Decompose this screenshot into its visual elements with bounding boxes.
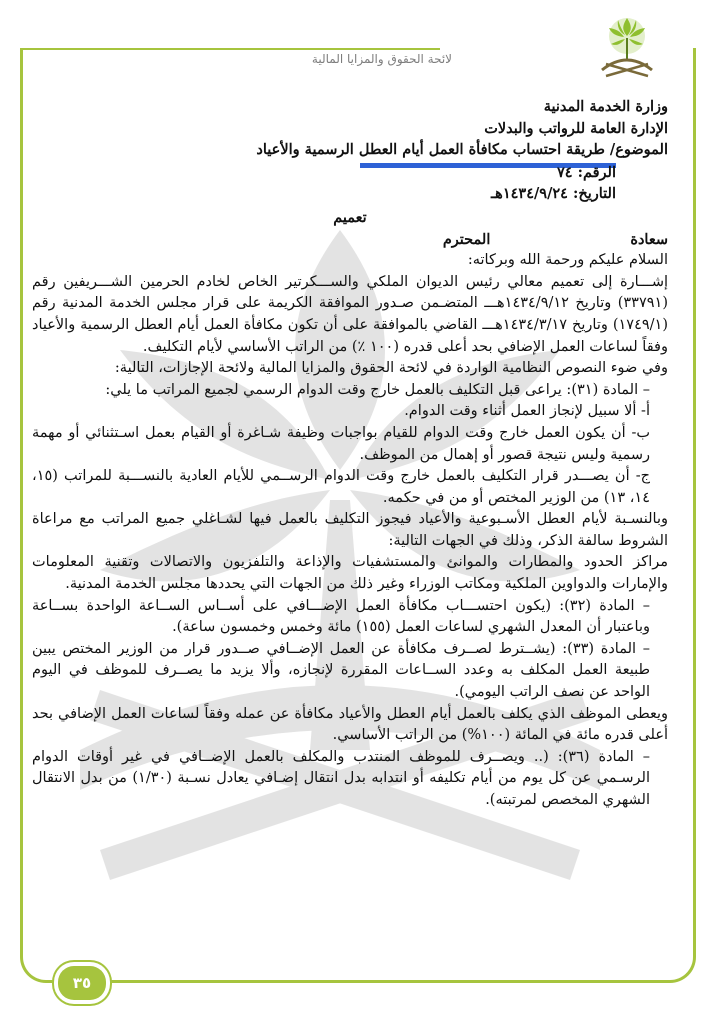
salutation-left: سعادة xyxy=(630,230,668,248)
bullet-dash: – xyxy=(642,381,650,398)
salutation-right: المحترم xyxy=(442,230,491,248)
item-a: أ- ألا سبيل لإنجاز العمل أثناء وقت الدوام. xyxy=(404,403,650,420)
header-title: لائحة الحقوق والمزايا المالية xyxy=(311,52,452,66)
article-32-text: المادة (٣٢): (يكون احتســـاب مكافأة العمل الإضـــافي على أســاس الســاعة الواحدة بســاعة وباعتبار أن المعدل الشهري لساعات العمل (١٥٥) مائة وخمس وخمسون ساعة). xyxy=(32,597,650,636)
ministry-name: وزارة الخدمة المدنية xyxy=(543,98,668,115)
paragraph-1: إشـــارة إلى تعميم معالي رئيس الديوان الملكي والســـكرتير الخاص لخادم الحرمين الشـــريفين رقم (٣٣٧٩١) وتاريخ ١٤٣٤/٩/١٢هـــ المتضـمن صـدور الموافقة الكريمة على قرار مجلس الخدمة المدنية رقم (١٧٤٩/١) وتاريخ ١٤٣٤/٣/١٧هـــ القاضي بالموافقة على أن تكون مكافأة العمل أيام العطل الرسمية والأعياد وفقاً لساعات العمل الإضافي بحد أعلى قدره (١٠٠ ٪) من الراتب الأساسي لأيام التكليف. xyxy=(32,273,669,355)
subject-line: الموضوع/ طريقة احتساب مكافأة العمل أيام العطل الرسمية والأعياد xyxy=(256,141,668,159)
greeting: السلام عليكم ورحمة الله وبركاته: xyxy=(467,252,668,269)
paragraph-2: وفي ضوء النصوص النظامية الواردة في لائحة الحقوق والمزايا المالية ولائحة الإجازات، التالية: xyxy=(114,360,668,377)
reference-number: الرقم: ٧٤ xyxy=(556,163,616,181)
letter-date: التاريخ: ١٤٣٤/٩/٢٤هـ xyxy=(490,185,616,203)
article-33 xyxy=(32,639,668,704)
department-name: الإدارة العامة للرواتب والبدلات xyxy=(484,119,668,137)
article-31 xyxy=(32,380,668,402)
article-32 xyxy=(32,596,668,639)
letter-body xyxy=(32,96,668,812)
bullet-dash: – xyxy=(642,748,650,765)
article-31-text: المادة (٣١): يراعى قبل التكليف بالعمل خارج وقت الدوام الرسمي لجميع المراتب ما يلي: xyxy=(105,381,639,398)
item-c: ج- أن يصـــدر قرار التكليف بالعمل خارج وقت الدوام الرســمي للأيام العادية بالنســـبة للمراتب (١٥، ١٤، ١٣) من الوزير المختص أو من في حكمه. xyxy=(32,468,650,506)
paragraph-5: ويعطى الموظف الذي يكلف بالعمل أيام العطل والأعياد مكافأة عن عمله وفقاً لساعات العمل الإضافي بحد أعلى قدره مائة في المائة (١٠٠%) من الراتب الأساسي. xyxy=(32,705,668,744)
salutation-row xyxy=(32,229,668,251)
ministry-logo xyxy=(582,8,672,88)
article-36 xyxy=(32,747,668,812)
paragraph-4: مراكز الحدود والمطارات والموانئ والمستشفيات والإذاعة والتلفزيون والاتصالات وتقنية المعلومات والإمارات والدواوين الملكية ومكاتب الوزراء وغير ذلك من الجهات التي يحددها مجلس الخدمة المدنية. xyxy=(32,554,668,593)
paragraph-3: وبالنسـبة لأيام العطل الأسـبوعية والأعياد فيجوز التكليف بالعمل فيها لشـاغلي جميع المراتب مع مراعاة الشروط سالفة الذكر، وذلك في الجهات التالية: xyxy=(32,511,668,549)
article-33-text: المادة (٣٣): (يشــترط لصــرف مكافأة عن العمل الإضــافي صــدور قرار من الوزير المختص يبين طبيعة العمل المكلف به وعدد الســاعات المقررة لإنجازه، وألا يزيد ما يصــرف للموظف في اليوم الواحد عن نصف الراتب اليومي). xyxy=(32,640,650,701)
circular-heading: تعميم xyxy=(333,208,367,226)
bullet-dash: – xyxy=(642,597,651,614)
bullet-dash: – xyxy=(642,640,650,657)
page-number: ٣٥ xyxy=(58,966,106,1000)
item-b: ب- أن يكون العمل خارج وقت الدوام للقيام بواجبات وظيفة شـاغرة أو القيام بعمل اسـتثنائي أو مهمة رسمية وليس نتيجة قصور أو إهمال من الموظف. xyxy=(32,424,650,463)
article-36-text: المادة (٣٦): (.. ويصــرف للموظف المنتدب والمكلف بالعمل الإضــافي في غير أوقات الدوام الرسـمي عن كل يوم من أيام تكليفه أو انتدابه بدل انتقال إضـافي يعادل نسـبة (١/٣٠) من بدل الانتقال الشهري المخصص لمرتبته). xyxy=(32,748,651,808)
